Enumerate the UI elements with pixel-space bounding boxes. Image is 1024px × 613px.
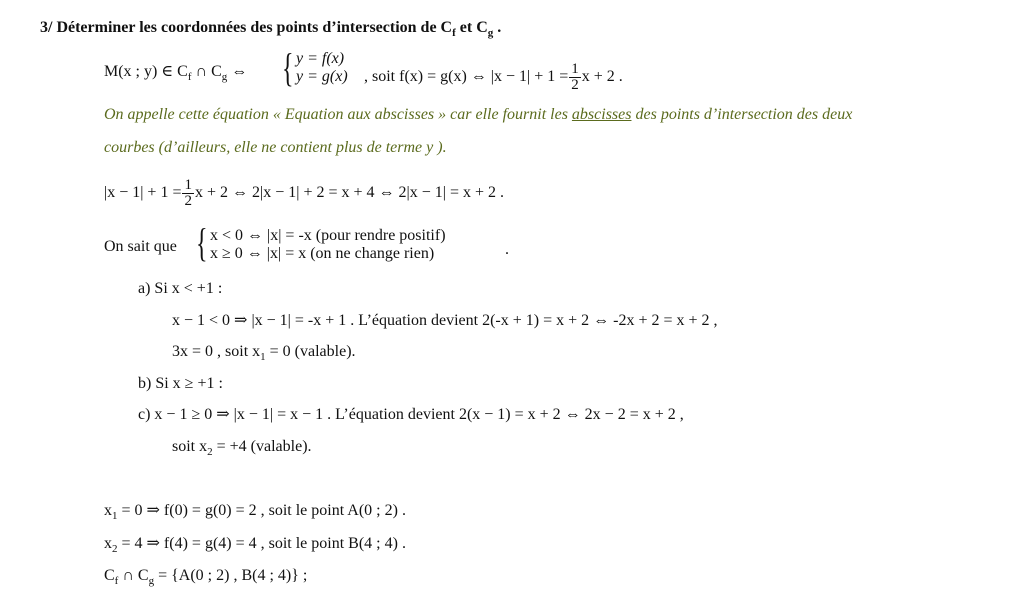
case-a-label: a) Si x < +1 :	[138, 280, 223, 297]
result-3-b: ∩ C	[118, 567, 149, 584]
fraction-half-1	[569, 62, 581, 93]
system-1	[296, 50, 348, 86]
case-c-line-2	[172, 437, 312, 457]
system-brace-1: {	[282, 45, 294, 90]
line1-lhs: M(x ; y) ∈ C	[104, 63, 188, 80]
heading-text: 3/ Déterminer les coordonnées des points d’intersection de C	[40, 19, 453, 36]
result-1-b: = 0 ⇒ f(0) = g(0) = 2 , soit le point A(0 ; 2) .	[117, 502, 406, 519]
case-a-line-2-b: = 0 (valable).	[265, 343, 356, 360]
case-c-sub: 2	[207, 446, 213, 458]
equation-solving	[104, 178, 504, 209]
fraction-half-2	[182, 178, 194, 209]
result-2-a: x	[104, 535, 112, 552]
line1-sub-g: g	[221, 71, 228, 83]
section-heading	[40, 18, 501, 38]
result-2-sub: 2	[112, 543, 118, 555]
explanation-line-2: courbes (d’ailleurs, elle ne contient plus de terme y ).	[104, 139, 447, 156]
system-2	[210, 227, 446, 263]
explanation-part-a: On appelle cette équation « Equation aux abscisses » car elle fournit les	[104, 106, 572, 123]
result-line-3	[104, 566, 307, 586]
system-2-row-1: x < 0 ⇔ |x| = -x (pour rendre positif)	[210, 227, 446, 244]
result-1-a: x	[104, 502, 112, 519]
heading-sub-f: f	[452, 27, 456, 39]
system-1-row-1: y = f(x)	[296, 50, 345, 67]
heading-mid: et C	[455, 19, 488, 36]
result-line-1	[104, 501, 406, 521]
result-3-c: = {A(0 ; 2) , B(4 ; 4)} ;	[154, 567, 308, 584]
fraction-den: 2	[184, 193, 192, 209]
result-line-2	[104, 534, 406, 554]
result-3-sub-g: g	[148, 575, 155, 587]
case-c-line-2-a: soit x	[172, 438, 208, 455]
result-2-b: = 4 ⇒ f(4) = g(4) = 4 , soit le point B(4 ; 4) .	[117, 535, 406, 552]
line1-sub-f: f	[187, 71, 192, 83]
line1-rhs	[364, 62, 623, 93]
fraction-num: 1	[571, 61, 579, 77]
fraction-num: 1	[184, 177, 192, 193]
line2-b: x + 2 ⇔ 2|x − 1| + 2 = x + 4 ⇔ 2|x − 1| = x + 2 .	[194, 184, 504, 202]
heading-sub-g: g	[487, 27, 494, 39]
line1-cap: ∩ C	[191, 63, 222, 80]
result-1-sub: 1	[112, 510, 118, 522]
on-sait-dot: .	[505, 241, 509, 258]
explanation-line-1	[104, 105, 852, 125]
case-c-line-1: c) x − 1 ≥ 0 ⇒ |x − 1| = x − 1 . L’équation devient 2(x − 1) = x + 2 ⇔ 2x − 2 = x + 2 ,	[138, 406, 684, 423]
on-sait-label: On sait que	[104, 238, 177, 255]
line1-equiv: ⇔	[227, 63, 248, 80]
line1-rhs-text: , soit f(x) = g(x) ⇔ |x − 1| + 1 =	[364, 68, 569, 86]
case-a-line-2	[172, 342, 356, 362]
case-c-line-2-b: = +4 (valable).	[212, 438, 312, 455]
system-brace-2: {	[196, 220, 208, 265]
system-2-row-2: x ≥ 0 ⇔ |x| = x (on ne change rien)	[210, 245, 435, 262]
case-a-sub: 1	[260, 351, 266, 363]
heading-end: .	[493, 19, 502, 36]
case-b-label: b) Si x ≥ +1 :	[138, 375, 223, 392]
system-1-row-2: y = g(x)	[296, 68, 348, 85]
line1-rhs-end: x + 2 .	[581, 68, 623, 86]
explanation-underlined: abscisses	[571, 106, 632, 123]
line2-a: |x − 1| + 1 =	[104, 184, 182, 202]
fraction-den: 2	[571, 77, 579, 93]
result-3-a: C	[104, 567, 115, 584]
explanation-part-b: des points d’intersection des deux	[631, 106, 853, 123]
intersection-equivalence	[104, 62, 247, 82]
case-a-line-1: x − 1 < 0 ⇒ |x − 1| = -x + 1 . L’équation devient 2(-x + 1) = x + 2 ⇔ -2x + 2 = x + 2 ,	[172, 312, 718, 329]
result-3-sub-f: f	[114, 575, 119, 587]
case-a-line-2-a: 3x = 0 , soit x	[172, 343, 261, 360]
